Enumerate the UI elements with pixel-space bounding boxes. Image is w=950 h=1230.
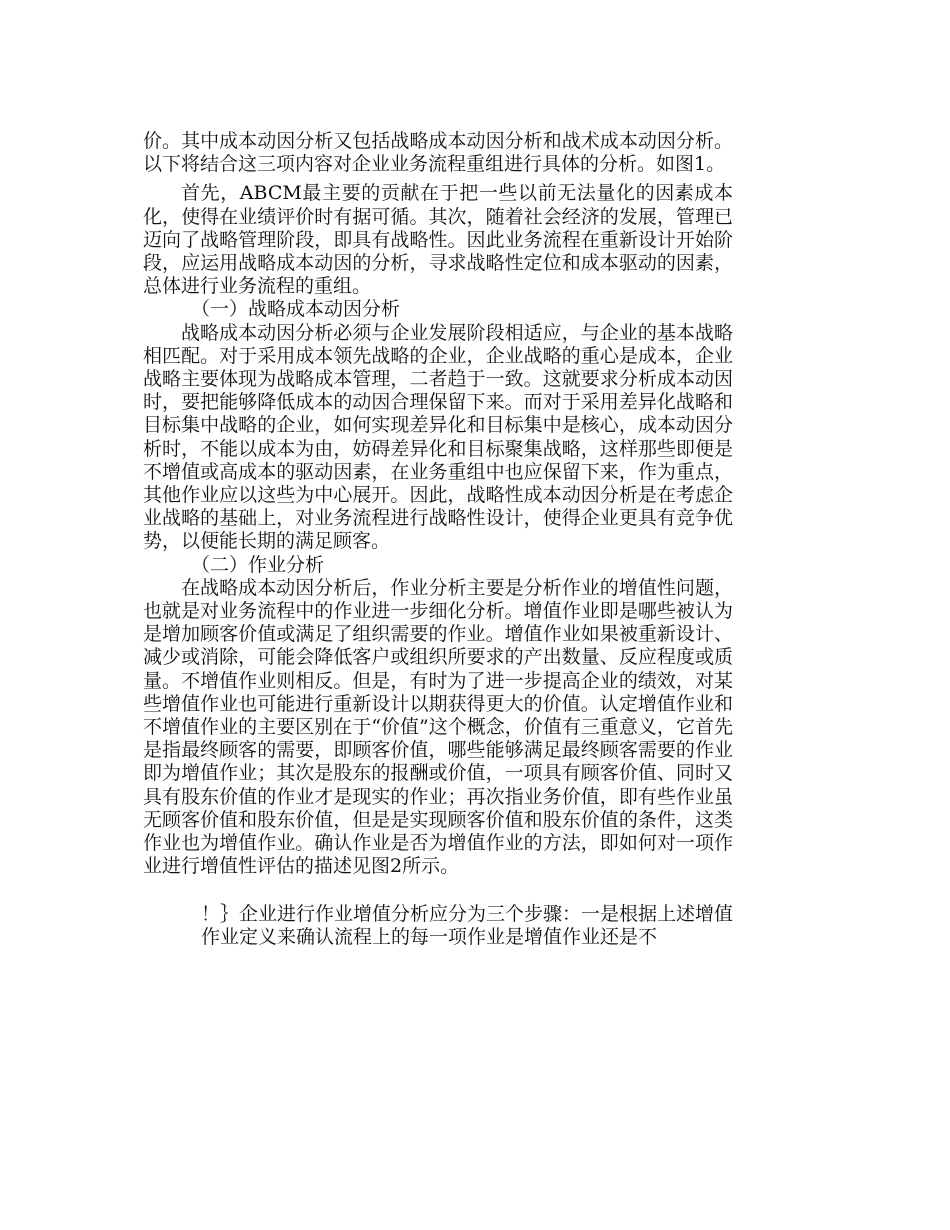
paragraph-value-added-steps <box>143 903 733 949</box>
section-heading-activity-analysis: （二）作业分析 <box>191 553 325 576</box>
section-heading-strategic-cost-driver: （一）战略成本动因分析 <box>191 298 401 321</box>
paragraph-value-added-steps-text: ！｝企业进行作业增值分析应分为三个步骤：一是根据上述增值作业定义来确认流程上的每一项作业是增值作业还是不 <box>201 902 734 948</box>
paragraph-abcm: 首先，ABCM最主要的贡献在于把一些以前无法量化的因素成本化，使得在业绩评价时有据可循。其次，随着社会经济的发展，管理已迈向了战略管理阶段，即具有战略性。因此业务流程在重新设计开始阶段，应运用战略成本动因的分析，寻求战略性定位和成本驱动的因素，总体进行业务流程的重组。 <box>143 182 733 298</box>
paragraph-intro: 价。其中成本动因分析又包括战略成本动因分析和战术成本动因分析。以下将结合这三项内容对企业业务流程重组进行具体的分析。如图1。 <box>143 130 733 176</box>
paragraph-activity-analysis: 在战略成本动因分析后，作业分析主要是分析作业的增值性问题，也就是对业务流程中的作业进一步细化分析。增值作业即是哪些被认为是增加顾客价值或满足了组织需要的作业。增值作业如果被重新设计、减少或消除，可能会降低客户或组织所要求的产出数量、反应程度或质量。不增值作业则相反。但是，有时为了进一步提高企业的绩效，对某些增值作业也可能进行重新设计以期获得更大的价值。认定增值作业和不增值作业的主要区别在于“价值”这个概念，价值有三重意义，它首先是指最终顾客的需要，即顾客价值，哪些能够满足最终顾客需要的作业即为增值作业；其次是股东的报酬或价值，一项具有顾客价值、同时又具有股东价值的作业才是现实的作业；再次指业务价值，即有些作业虽无顾客价值和股东价值，但是是实现顾客价值和股东价值的条件，这类作业也为增值作业。确认作业是否为增值作业的方法，即如何对一项作业进行增值性评估的描述见图2所示。 <box>143 576 733 878</box>
document-page <box>143 130 733 949</box>
blank-gap <box>143 879 733 903</box>
paragraph-strategic-cost-driver: 战略成本动因分析必须与企业发展阶段相适应，与企业的基本战略相匹配。对于采用成本领先战略的企业，企业战略的重心是成本，企业战略主要体现为战略成本管理，二者趋于一致。这就要求分析成本动因时，要把能够降低成本的动因合理保留下来。而对于采用差异化战略和目标集中战略的企业，如何实现差异化和目标集中是核心，成本动因分析时，不能以成本为由，妨碍差异化和目标聚集战略，这样那些即便是不增值或高成本的驱动因素，在业务重组中也应保留下来，作为重点，其他作业应以这些为中心展开。因此，战略性成本动因分析是在考虑企业战略的基础上，对业务流程进行战略性设计，使得企业更具有竞争优势，以便能长期的满足顾客。 <box>143 321 733 553</box>
